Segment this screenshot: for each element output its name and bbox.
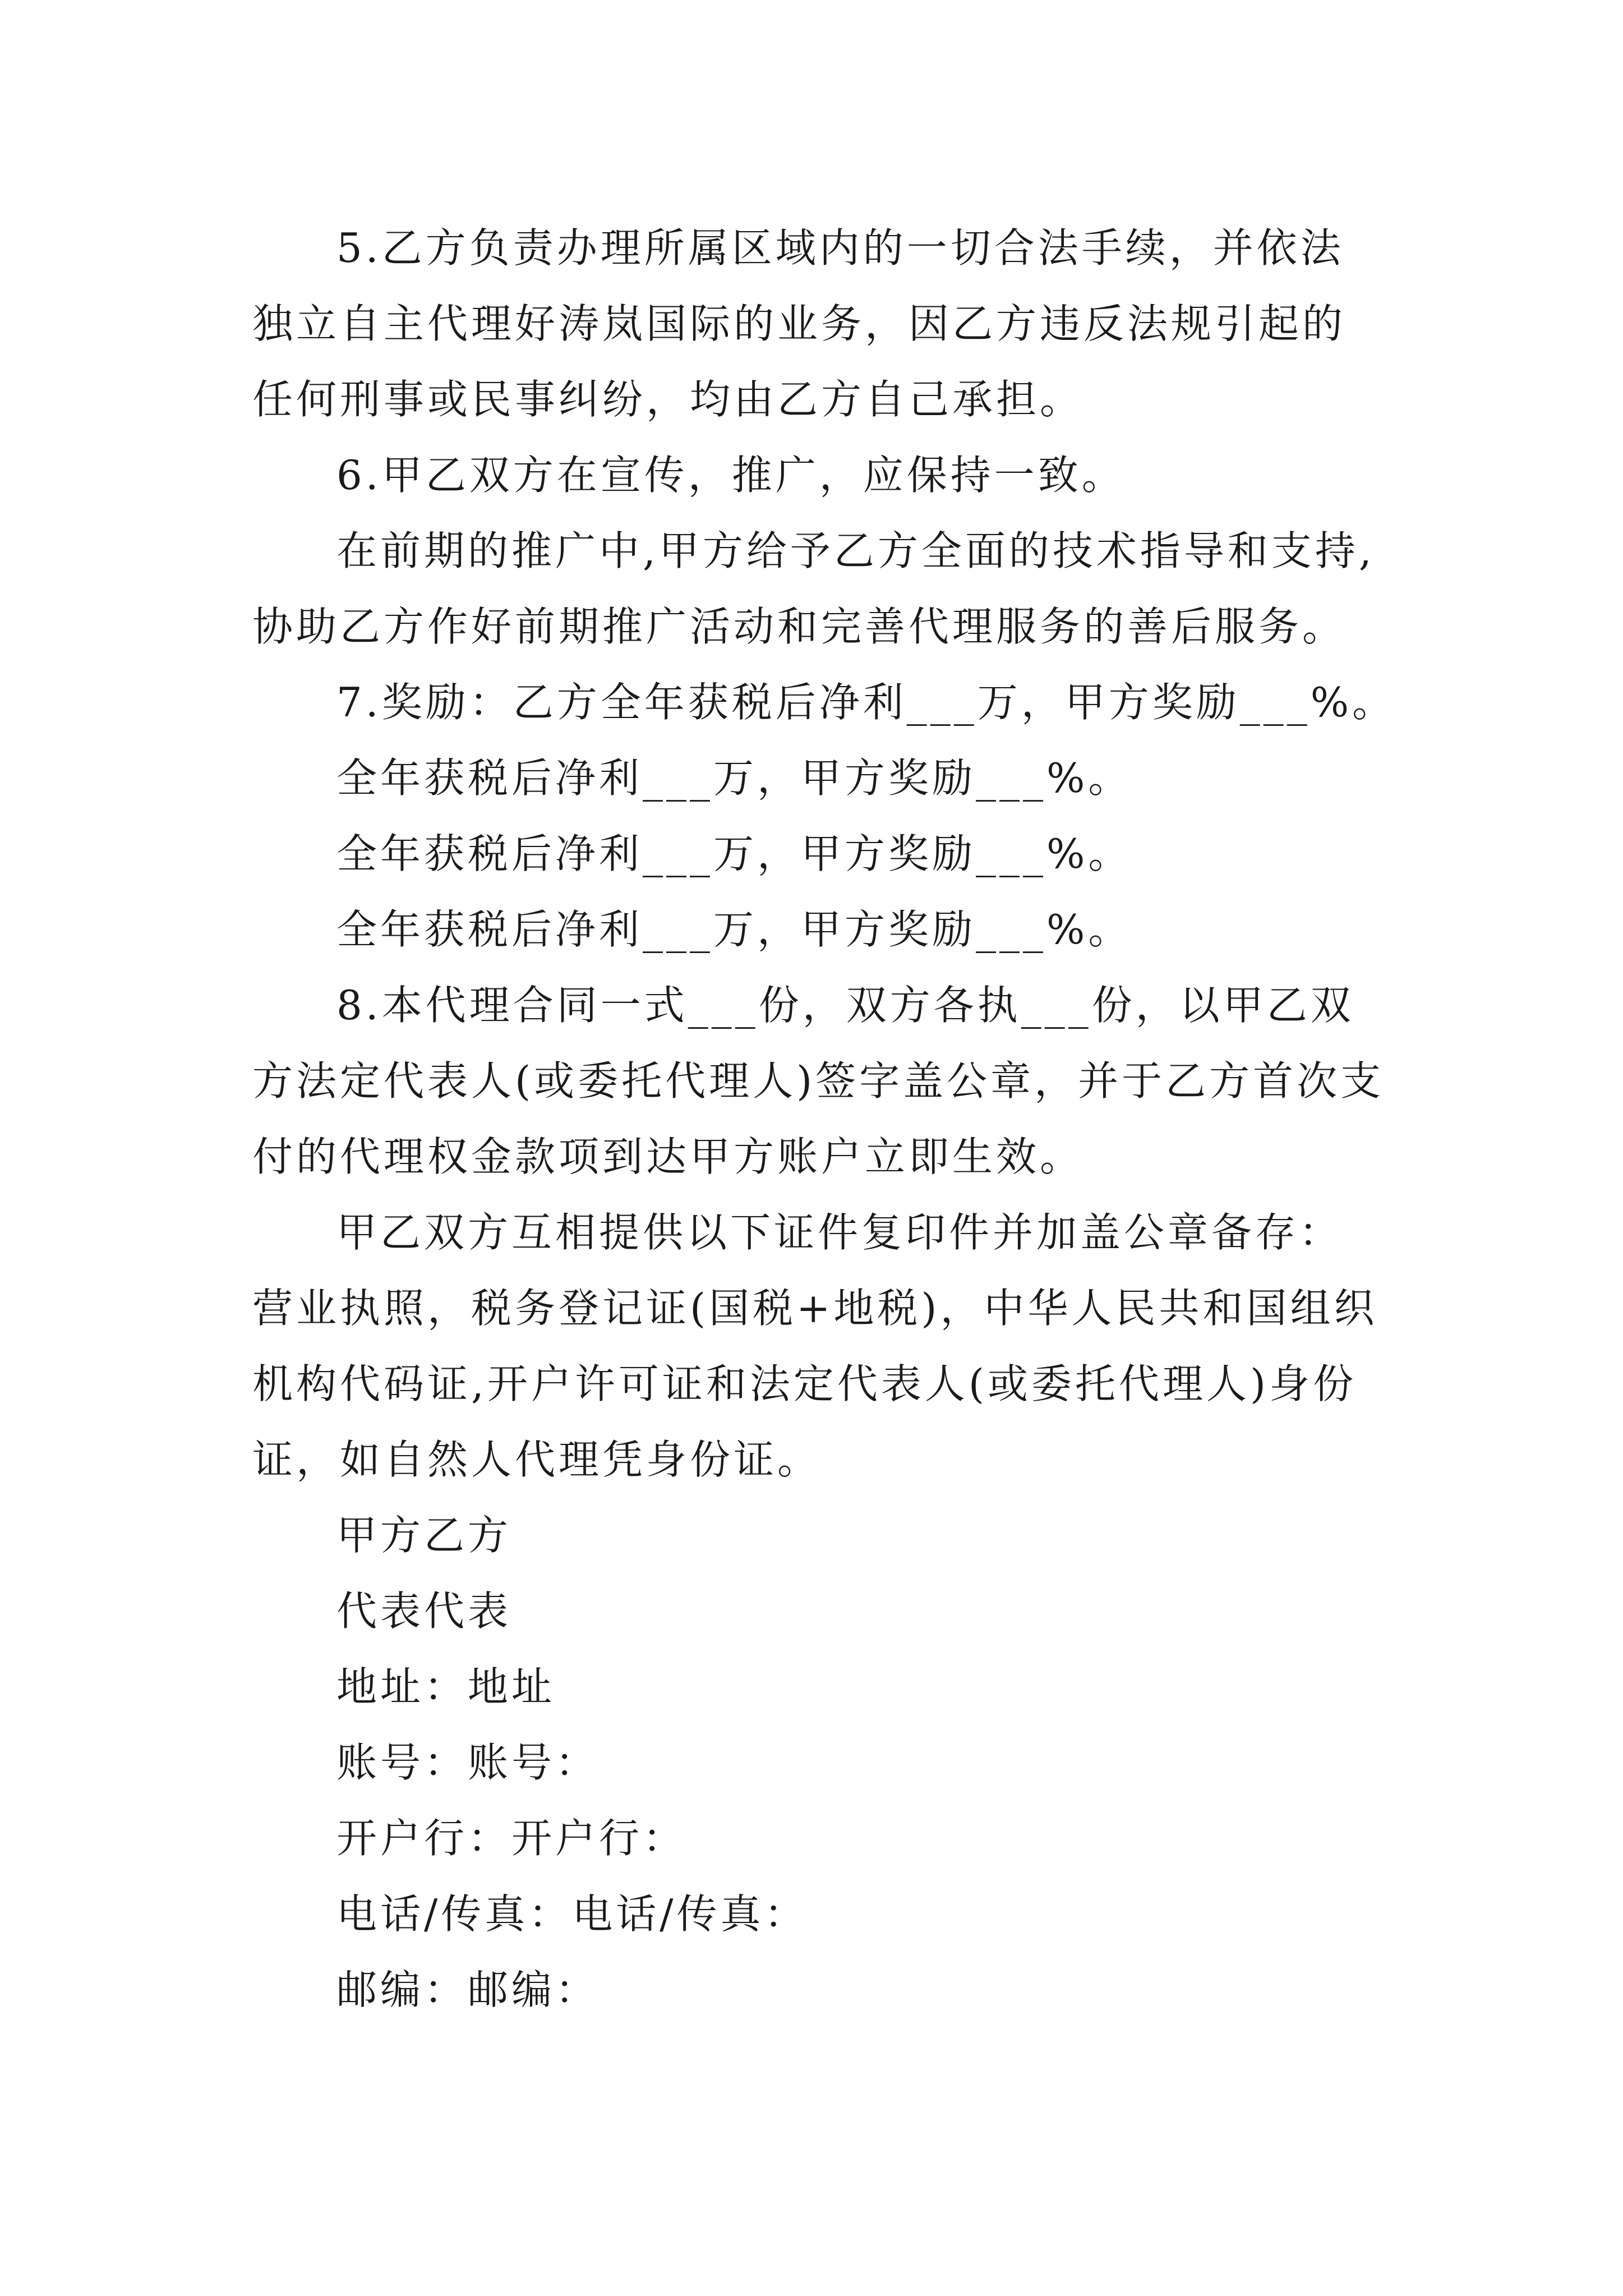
reward-tier-line: 全年获税后净利___万，甲方奖励___%。 <box>336 906 1132 953</box>
address-line: 地址：地址 <box>336 1663 556 1710</box>
account-number-line: 账号：账号： <box>336 1739 600 1786</box>
bank-line: 开户行：开户行： <box>336 1815 687 1862</box>
party-labels-line: 甲方乙方 <box>336 1512 512 1559</box>
reward-tier-line: 全年获税后净利___万，甲方奖励___%。 <box>336 754 1132 802</box>
clause-5-paragraph: 5.乙方负责办理所属区域内的一切合法手续，并依法独立自主代理好涛岚国际的业务，因乙方违反法规引起的任何刑事或民事纠纷，均由乙方自己承担。 <box>252 224 1347 423</box>
representative-line: 代表代表 <box>336 1588 512 1635</box>
clause-7-reward-line: 7.奖励：乙方全年获税后净利___万，甲方奖励___%。 <box>336 679 1396 726</box>
phone-fax-line: 电话/传真：电话/传真： <box>336 1890 808 1938</box>
reward-tier-line: 全年获税后净利___万，甲方奖励___%。 <box>336 830 1132 877</box>
promotion-support-paragraph: 在前期的推广中,甲方给予乙方全面的技术指导和支持,协助乙方作好前期推广活动和完善代理服务的善后服务。 <box>252 527 1375 650</box>
clause-8-paragraph: 8.本代理合同一式___份，双方各执___份，以甲乙双方法定代表人(或委托代理人)签字盖公章，并于乙方首次支付的代理权金款项到达甲方账户立即生效。 <box>252 982 1385 1180</box>
postcode-line: 邮编：邮编： <box>336 1966 600 2013</box>
documents-exchange-paragraph: 甲乙双方互相提供以下证件复印件并加盖公章备存：营业执照，税务登记证(国税+地税)，中华人民共和国组织机构代码证,开户许可证和法定代表人(或委托代理人)身份证，如自然人代理凭身份证。 <box>252 1209 1378 1483</box>
document-page <box>252 210 1396 2028</box>
signature-block <box>252 1498 1385 2028</box>
clause-6-paragraph: 6.甲乙双方在宣传，推广，应保持一致。 <box>336 452 1126 499</box>
